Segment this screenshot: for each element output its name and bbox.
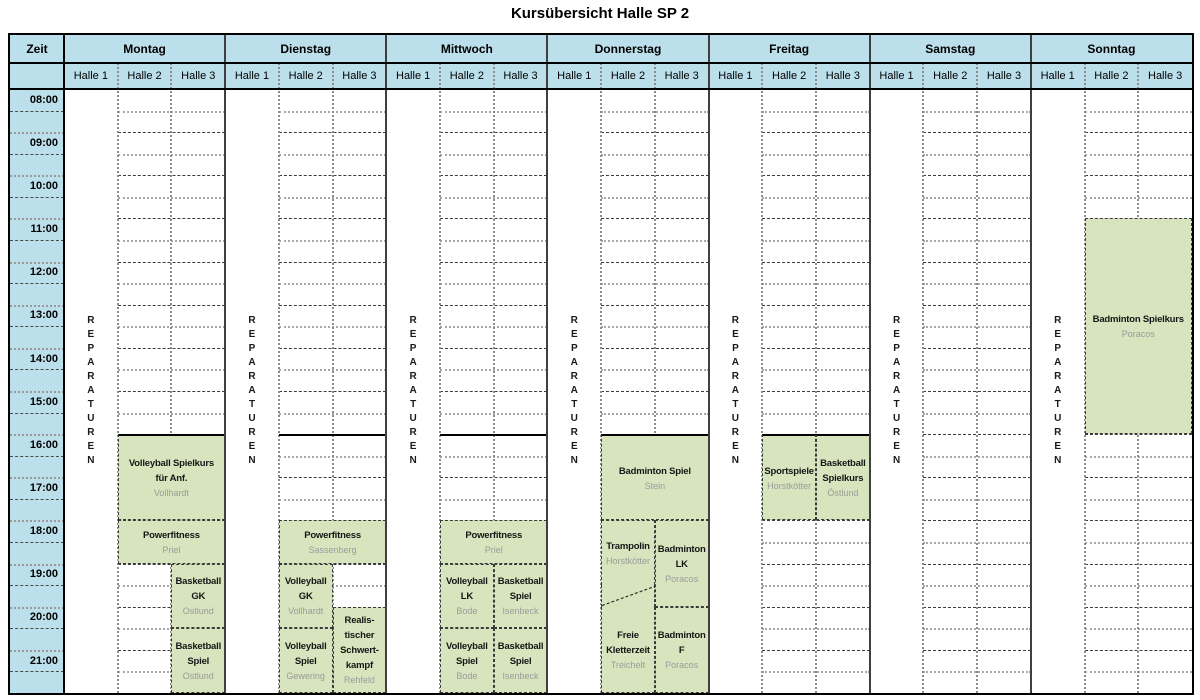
hall-header: Halle 3 <box>655 63 709 89</box>
time-label: 17:00 <box>29 482 58 495</box>
repairs-note <box>64 89 118 693</box>
event-block <box>440 520 547 563</box>
time-grid-line <box>10 197 64 198</box>
event-block <box>816 434 870 520</box>
repairs-letter: T <box>732 399 739 410</box>
repairs-letter: A <box>731 357 740 368</box>
repairs-letter: T <box>410 399 417 410</box>
event-block <box>494 564 548 629</box>
time-grid-line <box>10 348 64 350</box>
day-separator <box>546 35 548 693</box>
event-title: LK <box>675 559 688 571</box>
repairs-letter: E <box>732 441 739 452</box>
event-block <box>440 628 494 693</box>
event-title: Basketball <box>497 641 544 653</box>
event-title: GK <box>298 591 313 603</box>
repairs-note <box>547 89 601 693</box>
repairs-letter: E <box>1054 441 1062 452</box>
event-title: Spiel <box>294 656 317 668</box>
event-instructor: Ostlund <box>182 606 214 617</box>
repairs-letter: E <box>87 329 95 340</box>
event-block <box>118 434 225 520</box>
repairs-letter: E <box>1054 329 1062 340</box>
time-grid-line <box>10 262 64 264</box>
day-separator <box>224 35 226 693</box>
repairs-letter: R <box>892 371 901 382</box>
hall-header: Halle 3 <box>494 63 548 89</box>
time-label: 14:00 <box>29 352 58 365</box>
repairs-letter: E <box>893 441 900 452</box>
event-title: Volleyball <box>446 576 488 588</box>
repairs-note <box>870 89 924 693</box>
repairs-letter: N <box>570 455 578 466</box>
repairs-letter: P <box>248 343 256 354</box>
event-title: Volleyball <box>284 576 327 588</box>
time-grid-line <box>10 132 64 134</box>
time-subheader-cell <box>10 63 64 89</box>
day-header-sonntag: Sonntag <box>1031 35 1192 63</box>
event-instructor: Vollhardt <box>153 488 189 499</box>
hall-header: Halle 3 <box>333 63 387 89</box>
repairs-letter: E <box>732 329 739 340</box>
event-title: Spiel <box>456 656 478 668</box>
hall-header: Halle 3 <box>171 63 225 89</box>
hall-header: Halle 1 <box>547 63 601 89</box>
repairs-letter: P <box>570 343 578 354</box>
repairs-letter: A <box>87 385 95 396</box>
repairs-letter: R <box>1054 427 1062 438</box>
repairs-letter: T <box>248 399 256 410</box>
event-title: Powerfitness <box>143 529 200 541</box>
repairs-letter: E <box>248 441 256 452</box>
repairs-letter: N <box>87 455 95 466</box>
repairs-letter: R <box>248 371 256 382</box>
repairs-letter: R <box>409 427 417 438</box>
event-title: Volleyball <box>284 641 327 653</box>
repairs-letter: U <box>570 413 578 424</box>
repairs-letter: E <box>248 329 256 340</box>
repairs-letter: N <box>248 455 256 466</box>
time-label: 18:00 <box>29 525 58 538</box>
event-instructor: Bode <box>456 671 478 682</box>
column-separator <box>761 63 763 693</box>
hall-header: Halle 3 <box>816 63 870 89</box>
repairs-letter: N <box>409 455 417 466</box>
repairs-note <box>709 89 763 693</box>
repairs-letter: N <box>1054 455 1062 466</box>
repairs-letter: E <box>570 441 578 452</box>
event-title: Volleyball Spielkurs <box>128 458 214 470</box>
event-instructor: Rehfeld <box>343 675 375 686</box>
repairs-letter: T <box>1054 399 1061 410</box>
repairs-letter: A <box>409 385 417 396</box>
event-title: Basketball <box>175 576 222 588</box>
repairs-letter: R <box>248 315 256 326</box>
event-title: Freie <box>617 629 639 641</box>
repairs-letter: R <box>409 371 417 382</box>
hall-header: Halle 2 <box>601 63 655 89</box>
time-column-border <box>63 35 65 693</box>
repairs-letter: R <box>570 427 578 438</box>
event-title: Spiel <box>509 591 532 603</box>
event-block <box>279 628 333 693</box>
event-instructor: Treichelt <box>610 659 646 670</box>
time-label: 08:00 <box>29 93 58 106</box>
repairs-letter: A <box>87 357 95 368</box>
time-grid-line <box>10 607 64 609</box>
time-label: 16:00 <box>29 438 58 451</box>
time-label: 15:00 <box>29 395 58 408</box>
repairs-letter: A <box>731 385 740 396</box>
event-title: kampf <box>345 660 373 672</box>
event-title: Badminton Spielkurs <box>1092 314 1184 326</box>
repairs-letter: A <box>570 357 578 368</box>
time-label: 13:00 <box>29 309 58 322</box>
repairs-letter: U <box>248 413 256 424</box>
repairs-note <box>225 89 279 693</box>
repairs-letter: R <box>248 427 256 438</box>
event-instructor: Bode <box>456 606 478 617</box>
event-block <box>494 628 548 693</box>
hall-header: Halle 2 <box>279 63 333 89</box>
time-label: 19:00 <box>29 568 58 581</box>
time-grid-line <box>10 628 64 629</box>
time-grid-line <box>10 456 64 457</box>
event-block <box>601 434 708 520</box>
event-instructor: Isenbeck <box>502 671 539 682</box>
time-grid-line <box>10 477 64 479</box>
event-title: Realis- <box>344 615 375 627</box>
hall-header: Halle 2 <box>762 63 816 89</box>
repairs-letter: R <box>1054 315 1062 326</box>
event-instructor: Poracos <box>665 660 699 671</box>
event-block <box>279 564 333 629</box>
day-header-donnerstag: Donnerstag <box>547 35 708 63</box>
event-title: Badminton Spiel <box>618 465 691 477</box>
repairs-letter: A <box>892 385 901 396</box>
time-grid-line <box>10 564 64 566</box>
event-title: Spiel <box>509 656 532 668</box>
column-separator <box>922 63 924 693</box>
time-grid-line <box>10 671 64 672</box>
repairs-letter: R <box>731 427 740 438</box>
day-separator <box>708 35 710 693</box>
repairs-letter: R <box>409 315 417 326</box>
repairs-letter: E <box>893 329 900 340</box>
event-instructor: Horstkötter <box>767 480 812 491</box>
repairs-letter: P <box>409 343 417 354</box>
event-title: Spielkurs <box>822 473 864 485</box>
event-instructor: Isenbeck <box>502 606 539 617</box>
page-title: Kursübersicht Halle SP 2 <box>510 5 690 22</box>
repairs-letter: P <box>1054 343 1062 354</box>
event-instructor: Ostlund <box>182 671 214 682</box>
time-grid-line <box>10 542 64 543</box>
hall-header: Halle 3 <box>977 63 1031 89</box>
day-header-samstag: Samstag <box>870 35 1031 63</box>
time-grid-line <box>10 283 64 284</box>
event-title: Spiel <box>187 656 210 668</box>
repairs-letter: A <box>248 357 256 368</box>
repairs-letter: A <box>570 385 578 396</box>
weekday-16h-line <box>279 434 386 436</box>
event-title: Kletterzeit <box>606 644 650 656</box>
event-title: Basketball <box>820 458 866 470</box>
time-grid-line <box>10 413 64 414</box>
repairs-letter: R <box>87 315 95 326</box>
repairs-letter: P <box>893 343 900 354</box>
repairs-letter: U <box>1054 413 1062 424</box>
time-label: 10:00 <box>29 180 58 193</box>
repairs-letter: U <box>409 413 417 424</box>
repairs-letter: N <box>731 455 740 466</box>
hall-header: Halle 2 <box>118 63 172 89</box>
repairs-letter: A <box>1054 357 1062 368</box>
event-instructor: Stein <box>644 480 666 491</box>
column-separator <box>815 63 817 693</box>
repairs-note <box>386 89 440 693</box>
day-header-mittwoch: Mittwoch <box>386 35 547 63</box>
time-header-cell: Zeit <box>10 35 64 63</box>
event-block <box>601 520 655 585</box>
hall-header: Halle 1 <box>225 63 279 89</box>
time-grid-line <box>10 369 64 370</box>
time-grid-line <box>10 650 64 652</box>
time-label: 21:00 <box>29 654 58 667</box>
schedule-table <box>8 33 1194 695</box>
repairs-letter: U <box>731 413 740 424</box>
event-instructor: Östlund <box>827 488 859 499</box>
event-title: Powerfitness <box>304 529 361 541</box>
event-block <box>118 520 225 563</box>
day-header-freitag: Freitag <box>709 35 870 63</box>
hall-header: Halle 1 <box>870 63 924 89</box>
hall-header: Halle 2 <box>1085 63 1139 89</box>
repairs-letter: E <box>87 441 95 452</box>
time-grid-line <box>10 175 64 177</box>
diagonal-divider <box>602 585 656 607</box>
repairs-letter: E <box>409 441 417 452</box>
time-grid-line <box>10 434 64 436</box>
header-divider <box>10 88 1192 90</box>
hall-header: Halle 1 <box>386 63 440 89</box>
event-instructor: Priel <box>162 544 181 555</box>
repairs-letter: A <box>892 357 901 368</box>
column-separator <box>117 63 119 693</box>
repairs-letter: A <box>248 385 256 396</box>
repairs-letter: T <box>87 399 94 410</box>
event-block <box>171 628 225 693</box>
day-header-montag: Montag <box>64 35 225 63</box>
repairs-letter: U <box>892 413 901 424</box>
weekday-16h-line <box>440 434 547 436</box>
repairs-letter: R <box>731 315 740 326</box>
event-block <box>762 434 816 520</box>
repairs-letter: N <box>892 455 901 466</box>
time-grid-line <box>10 499 64 500</box>
repairs-letter: A <box>1054 385 1062 396</box>
time-label: 20:00 <box>29 611 58 624</box>
column-separator <box>976 63 978 693</box>
event-title: Sportspiele <box>764 465 814 477</box>
event-instructor: Poracos <box>1121 329 1155 340</box>
event-block <box>279 520 386 563</box>
time-label: 12:00 <box>29 266 58 279</box>
repairs-letter: R <box>892 315 901 326</box>
day-separator <box>385 35 387 693</box>
event-title: F <box>678 645 685 657</box>
repairs-letter: T <box>893 399 900 410</box>
event-block <box>440 564 494 629</box>
event-block <box>171 564 225 629</box>
time-grid-line <box>10 240 64 241</box>
repairs-letter: R <box>87 427 95 438</box>
event-instructor: Sassenberg <box>308 544 357 555</box>
repairs-letter: E <box>409 329 417 340</box>
hall-header: Halle 1 <box>1031 63 1085 89</box>
hall-header: Halle 1 <box>64 63 118 89</box>
repairs-letter: P <box>732 343 739 354</box>
time-grid-line <box>10 154 64 155</box>
event-title: für Anf. <box>155 473 188 485</box>
event-title: LK <box>460 591 473 603</box>
event-title: Powerfitness <box>465 529 523 541</box>
event-title: Schwert- <box>340 645 379 657</box>
event-instructor: Priel <box>484 544 503 555</box>
repairs-letter: U <box>87 413 95 424</box>
event-instructor: Horstkötter <box>605 556 650 567</box>
repairs-note <box>1031 89 1085 693</box>
header-divider <box>10 62 1192 64</box>
time-label: 11:00 <box>30 223 58 236</box>
repairs-letter: R <box>570 371 578 382</box>
time-grid-line <box>10 305 64 307</box>
event-title: Badminton <box>657 630 706 642</box>
day-separator <box>1030 35 1032 693</box>
repairs-letter: R <box>570 315 578 326</box>
event-instructor: Vollhardt <box>288 606 324 617</box>
event-block <box>655 607 709 693</box>
time-grid-line <box>10 520 64 522</box>
day-separator <box>869 35 871 693</box>
time-grid-line <box>10 391 64 393</box>
repairs-letter: R <box>87 371 95 382</box>
event-title: tischer <box>344 630 375 642</box>
event-title: GK <box>191 591 206 603</box>
repairs-letter: A <box>409 357 417 368</box>
event-instructor: Poracos <box>665 574 699 585</box>
event-block <box>1085 218 1192 434</box>
event-block <box>601 607 655 693</box>
day-header-dienstag: Dienstag <box>225 35 386 63</box>
time-grid-line <box>10 326 64 327</box>
event-title: Trampolin <box>606 541 650 553</box>
repairs-letter: P <box>87 343 95 354</box>
time-grid-line <box>10 111 64 112</box>
hall-header: Halle 2 <box>923 63 977 89</box>
hall-header: Halle 2 <box>440 63 494 89</box>
repairs-letter: R <box>731 371 740 382</box>
hall-header: Halle 3 <box>1138 63 1192 89</box>
event-block <box>655 520 709 606</box>
event-title: Badminton <box>657 544 706 556</box>
repairs-letter: T <box>571 399 578 410</box>
repairs-letter: R <box>1054 371 1062 382</box>
time-label: 09:00 <box>29 136 58 149</box>
event-title: Basketball <box>497 576 544 588</box>
event-block <box>601 585 655 607</box>
event-title: Basketball <box>175 641 222 653</box>
event-block <box>333 607 387 693</box>
time-grid-line <box>10 585 64 586</box>
repairs-letter: E <box>570 329 578 340</box>
repairs-letter: R <box>892 427 901 438</box>
time-grid-line <box>10 218 64 220</box>
event-instructor: Gewering <box>286 671 325 682</box>
hall-header: Halle 1 <box>709 63 763 89</box>
event-title: Volleyball <box>446 641 488 653</box>
